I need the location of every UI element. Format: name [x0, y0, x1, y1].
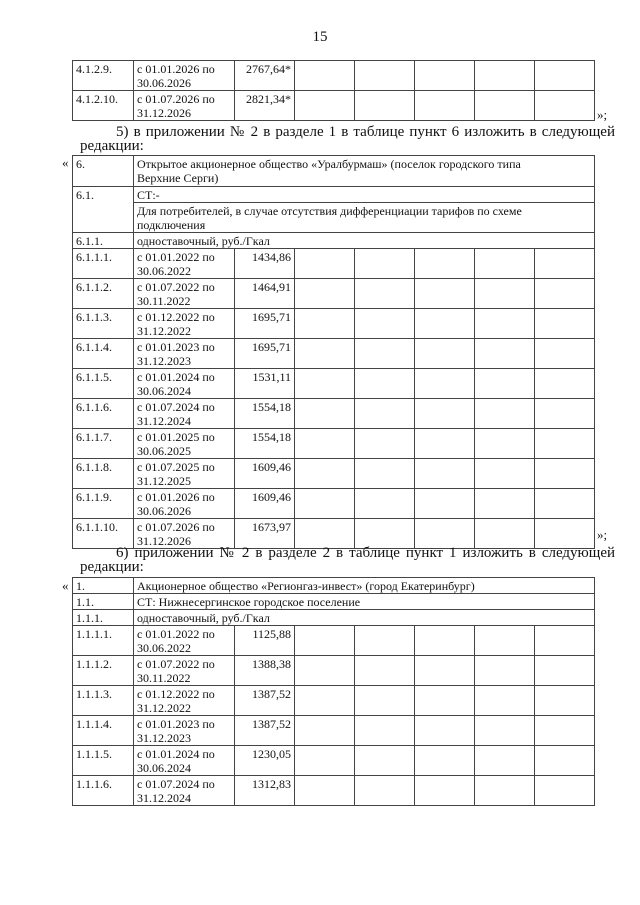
table-row [73, 746, 595, 776]
empty-cell [295, 339, 355, 369]
text-line: подключения [137, 218, 206, 232]
empty-cell [295, 61, 355, 91]
empty-cell [415, 91, 475, 121]
table-row [73, 91, 595, 121]
tariff-value: 1125,88 [235, 626, 295, 656]
empty-cell [295, 626, 355, 656]
period-cell [134, 716, 235, 746]
system-row [73, 594, 595, 610]
row-number: 6.1. [73, 187, 134, 233]
empty-cell [355, 91, 415, 121]
period-cell [134, 489, 235, 519]
period-end: 31.12.2026 [137, 534, 191, 548]
empty-cell [355, 399, 415, 429]
tariff-value: 1312,83 [235, 776, 295, 806]
paragraph-line: редакции: [80, 559, 144, 575]
empty-cell [355, 776, 415, 806]
empty-cell [475, 61, 535, 91]
period-end: 31.12.2022 [137, 701, 191, 715]
empty-cell [415, 279, 475, 309]
row-number: 6.1.1.6. [73, 399, 134, 429]
tariff-value: 1673,97 [235, 519, 295, 549]
period-cell [134, 369, 235, 399]
empty-cell [535, 429, 595, 459]
tariff-table-item-1 [72, 577, 595, 806]
empty-cell [535, 369, 595, 399]
period-start: с 01.01.2022 по [137, 627, 215, 641]
tariff-value: 1388,38 [235, 656, 295, 686]
empty-cell [295, 279, 355, 309]
empty-cell [295, 746, 355, 776]
empty-cell [535, 519, 595, 549]
empty-cell [355, 716, 415, 746]
period-end: 30.11.2022 [137, 294, 191, 308]
table-header-row [73, 156, 595, 187]
empty-cell [475, 399, 535, 429]
period-start: с 01.07.2024 по [137, 400, 215, 414]
empty-cell [355, 309, 415, 339]
table-row [73, 686, 595, 716]
row-number: 1.1.1.6. [73, 776, 134, 806]
empty-cell [295, 429, 355, 459]
page-number: 15 [312, 29, 328, 45]
tariff-value: 1387,52 [235, 716, 295, 746]
tariff-value: 1554,18 [235, 429, 295, 459]
period-cell [134, 91, 235, 121]
text-line: Для потребителей, в случае отсутствия дифференциации тарифов по схеме [137, 204, 522, 218]
period-cell [134, 519, 235, 549]
empty-cell [535, 656, 595, 686]
row-number: 1.1.1.3. [73, 686, 134, 716]
period-cell [134, 339, 235, 369]
empty-cell [355, 686, 415, 716]
period-end: 31.12.2023 [137, 731, 191, 745]
empty-cell [295, 399, 355, 429]
empty-cell [415, 369, 475, 399]
row-number: 4.1.2.9. [73, 61, 134, 91]
empty-cell [295, 369, 355, 399]
period-start: с 01.07.2024 по [137, 777, 215, 791]
empty-cell [415, 399, 475, 429]
period-start: с 01.12.2022 по [137, 310, 215, 324]
period-cell [134, 249, 235, 279]
empty-cell [475, 746, 535, 776]
empty-cell [535, 686, 595, 716]
empty-cell [355, 656, 415, 686]
empty-cell [535, 776, 595, 806]
row-number: 1. [73, 578, 134, 594]
row-number: 6.1.1.7. [73, 429, 134, 459]
organization-name: Акционерное общество «Регионгаз-инвест» (город Екатеринбург) [134, 578, 595, 594]
row-number: 1.1.1.5. [73, 746, 134, 776]
empty-cell [295, 519, 355, 549]
period-start: с 01.01.2026 по [137, 62, 215, 76]
empty-cell [415, 519, 475, 549]
empty-cell [295, 776, 355, 806]
opening-quote: « [62, 155, 69, 170]
period-start: с 01.01.2026 по [137, 490, 215, 504]
table-row [73, 249, 595, 279]
tariff-value: 1609,46 [235, 459, 295, 489]
paragraph-6 [80, 546, 615, 574]
system-row [73, 187, 595, 203]
empty-cell [355, 746, 415, 776]
empty-cell [475, 249, 535, 279]
empty-cell [535, 339, 595, 369]
empty-cell [475, 91, 535, 121]
empty-cell [415, 686, 475, 716]
tariff-table-item-6 [72, 155, 595, 549]
empty-cell [475, 489, 535, 519]
table-row [73, 61, 595, 91]
period-cell [134, 686, 235, 716]
period-end: 31.12.2025 [137, 474, 191, 488]
row-number: 6.1.1.10. [73, 519, 134, 549]
period-end: 30.06.2022 [137, 641, 191, 655]
table-row [73, 489, 595, 519]
tariff-value: 1531,11 [235, 369, 295, 399]
empty-cell [475, 776, 535, 806]
empty-cell [355, 369, 415, 399]
tariff-value: 1695,71 [235, 309, 295, 339]
empty-cell [295, 716, 355, 746]
empty-cell [295, 91, 355, 121]
paragraph-5 [80, 125, 615, 153]
table-row [73, 459, 595, 489]
period-start: с 01.07.2026 по [137, 520, 215, 534]
system-name: СТ:- [134, 187, 595, 203]
row-number: 6. [73, 156, 134, 187]
period-cell [134, 61, 235, 91]
row-number: 6.1.1.2. [73, 279, 134, 309]
period-start: с 01.01.2024 по [137, 747, 215, 761]
empty-cell [295, 249, 355, 279]
row-number: 6.1.1.3. [73, 309, 134, 339]
system-name: СТ: Нижнесергинское городское поселение [134, 594, 595, 610]
empty-cell [295, 489, 355, 519]
period-cell [134, 459, 235, 489]
tariff-value: 2767,64* [235, 61, 295, 91]
table-row [73, 279, 595, 309]
empty-cell [295, 686, 355, 716]
period-start: с 01.07.2025 по [137, 460, 215, 474]
period-end: 30.06.2026 [137, 76, 191, 90]
empty-cell [355, 459, 415, 489]
table-row [73, 339, 595, 369]
consumer-row [73, 203, 595, 233]
period-cell [134, 309, 235, 339]
period-start: с 01.01.2024 по [137, 370, 215, 384]
table-row [73, 429, 595, 459]
period-start: с 01.12.2022 по [137, 687, 215, 701]
row-number: 1.1.1.4. [73, 716, 134, 746]
tariff-value: 1387,52 [235, 686, 295, 716]
tariff-value: 1434,86 [235, 249, 295, 279]
tariff-value: 2821,34* [235, 91, 295, 121]
period-start: с 01.01.2022 по [137, 250, 215, 264]
period-cell [134, 656, 235, 686]
empty-cell [475, 656, 535, 686]
empty-cell [415, 249, 475, 279]
row-number: 6.1.1.9. [73, 489, 134, 519]
period-cell [134, 746, 235, 776]
text-line: Открытое акционерное общество «Уралбурмаш» (поселок городского типа [137, 157, 521, 171]
row-number: 1.1.1.2. [73, 656, 134, 686]
empty-cell [415, 459, 475, 489]
empty-cell [475, 279, 535, 309]
period-cell [134, 626, 235, 656]
empty-cell [535, 459, 595, 489]
row-number: 6.1.1. [73, 233, 134, 249]
period-start: с 01.01.2023 по [137, 340, 215, 354]
table-row [73, 369, 595, 399]
period-end: 31.12.2026 [137, 106, 191, 120]
period-end: 31.12.2024 [137, 414, 191, 428]
rate-type: одноставочный, руб./Гкал [134, 610, 595, 626]
empty-cell [535, 716, 595, 746]
period-end: 31.12.2022 [137, 324, 191, 338]
table-row [73, 716, 595, 746]
table-row [73, 626, 595, 656]
period-start: с 01.07.2022 по [137, 280, 215, 294]
period-end: 30.11.2022 [137, 671, 191, 685]
paragraph-line: редакции: [80, 138, 144, 154]
empty-cell [475, 459, 535, 489]
tariff-value: 1609,46 [235, 489, 295, 519]
table-row [73, 519, 595, 549]
empty-cell [415, 309, 475, 339]
row-number: 6.1.1.8. [73, 459, 134, 489]
period-end: 31.12.2024 [137, 791, 191, 805]
period-cell [134, 776, 235, 806]
paragraph-line: 6) приложении № 2 в разделе 2 в таблице пункт 1 изложить в следующей [116, 545, 615, 561]
empty-cell [415, 656, 475, 686]
empty-cell [295, 459, 355, 489]
empty-cell [415, 61, 475, 91]
empty-cell [355, 249, 415, 279]
empty-cell [415, 626, 475, 656]
organization-name [134, 156, 595, 187]
period-start: с 01.07.2022 по [137, 657, 215, 671]
empty-cell [535, 61, 595, 91]
tariff-value: 1695,71 [235, 339, 295, 369]
tariff-value: 1230,05 [235, 746, 295, 776]
row-number: 1.1.1. [73, 610, 134, 626]
row-number: 6.1.1.1. [73, 249, 134, 279]
empty-cell [475, 626, 535, 656]
empty-cell [535, 489, 595, 519]
table-row [73, 776, 595, 806]
tariff-value: 1554,18 [235, 399, 295, 429]
row-number: 4.1.2.10. [73, 91, 134, 121]
tariff-value: 1464,91 [235, 279, 295, 309]
empty-cell [415, 746, 475, 776]
table-row [73, 399, 595, 429]
empty-cell [415, 716, 475, 746]
empty-cell [475, 369, 535, 399]
period-cell [134, 279, 235, 309]
empty-cell [535, 91, 595, 121]
empty-cell [475, 429, 535, 459]
closing-quote: »; [597, 527, 608, 542]
period-end: 30.06.2024 [137, 384, 191, 398]
empty-cell [295, 656, 355, 686]
empty-cell [415, 339, 475, 369]
period-end: 30.06.2024 [137, 761, 191, 775]
period-end: 30.06.2025 [137, 444, 191, 458]
table-row [73, 656, 595, 686]
period-start: с 01.01.2025 по [137, 430, 215, 444]
row-number: 1.1. [73, 594, 134, 610]
empty-cell [355, 489, 415, 519]
empty-cell [355, 429, 415, 459]
empty-cell [355, 61, 415, 91]
period-end: 30.06.2026 [137, 504, 191, 518]
paragraph-line: 5) в приложении № 2 в разделе 1 в таблице пункт 6 изложить в следующей [116, 124, 615, 140]
empty-cell [535, 309, 595, 339]
empty-cell [535, 626, 595, 656]
empty-cell [535, 249, 595, 279]
empty-cell [415, 776, 475, 806]
period-start: с 01.01.2023 по [137, 717, 215, 731]
empty-cell [295, 309, 355, 339]
empty-cell [415, 429, 475, 459]
period-cell [134, 429, 235, 459]
rate-row [73, 610, 595, 626]
empty-cell [535, 746, 595, 776]
text-line: Верхние Серги) [137, 171, 219, 185]
empty-cell [475, 686, 535, 716]
table-header-row [73, 578, 595, 594]
empty-cell [475, 519, 535, 549]
row-number: 6.1.1.5. [73, 369, 134, 399]
period-cell [134, 399, 235, 429]
consumer-description [134, 203, 595, 233]
row-number: 1.1.1.1. [73, 626, 134, 656]
rate-type: одноставочный, руб./Гкал [134, 233, 595, 249]
period-end: 31.12.2023 [137, 354, 191, 368]
empty-cell [535, 279, 595, 309]
empty-cell [475, 716, 535, 746]
period-start: с 01.07.2026 по [137, 92, 215, 106]
empty-cell [355, 626, 415, 656]
empty-cell [355, 519, 415, 549]
empty-cell [475, 309, 535, 339]
opening-quote: « [62, 578, 69, 593]
empty-cell [355, 279, 415, 309]
empty-cell [535, 399, 595, 429]
period-end: 30.06.2022 [137, 264, 191, 278]
tariff-table-continuation [72, 60, 595, 121]
empty-cell [415, 489, 475, 519]
table-row [73, 309, 595, 339]
empty-cell [475, 339, 535, 369]
rate-row [73, 233, 595, 249]
empty-cell [355, 339, 415, 369]
row-number: 6.1.1.4. [73, 339, 134, 369]
closing-quote: »; [597, 107, 608, 122]
